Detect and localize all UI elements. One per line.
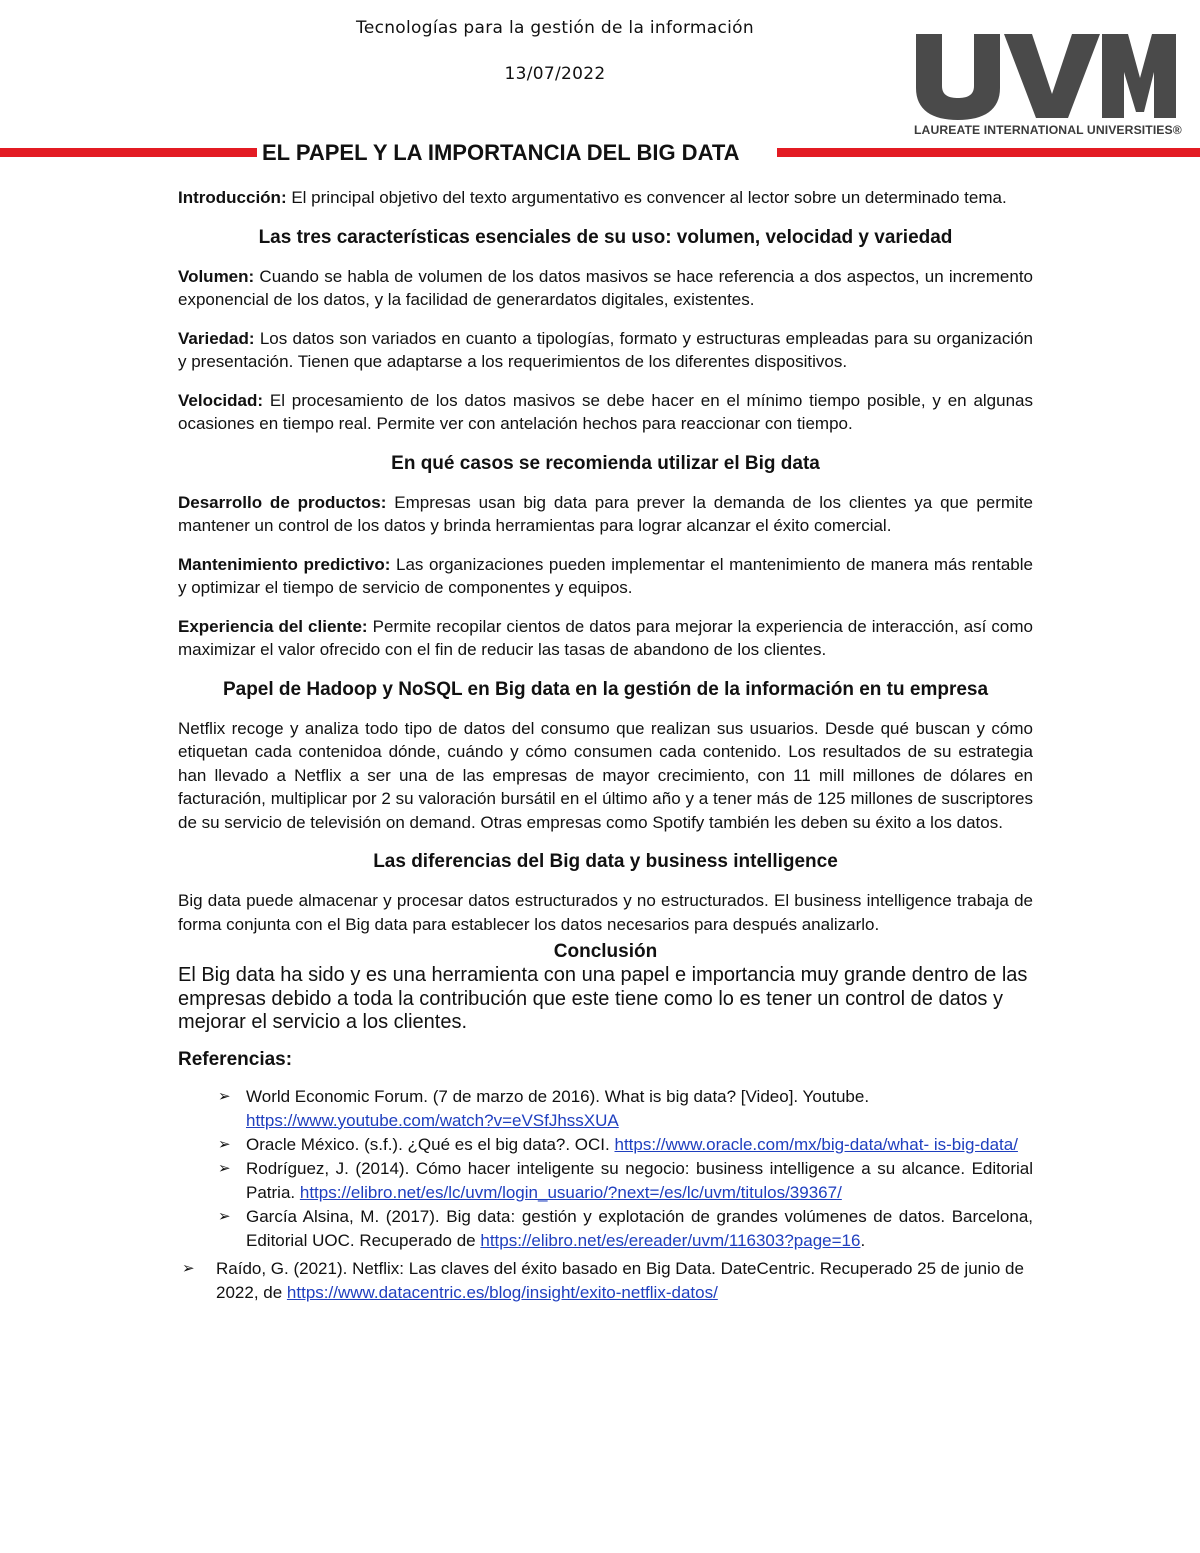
- label-variedad: Variedad:: [178, 328, 255, 348]
- arrow-bullet-icon: ➢: [218, 1159, 231, 1177]
- paragraph-volumen: [178, 265, 1033, 312]
- arrow-bullet-icon: ➢: [218, 1207, 231, 1225]
- reference-text: Raído, G. (2021). Netflix: Las claves del éxito basado en Big Data. DateCentric. Recuperado 25 de junio de 2022, de: [216, 1258, 1024, 1302]
- reference-item: [178, 1133, 1033, 1157]
- intro-text: El principal objetivo del texto argumentativo es convencer al lector sobre un determinado tema.: [286, 188, 1007, 207]
- title-bar-right: [777, 148, 1200, 157]
- intro-label: Introducción:: [178, 188, 287, 207]
- paragraph-conclusion: El Big data ha sido y es una herramienta con una papel e importancia muy grande dentro de las empresas debido a toda la contribución que este tiene como lo es tener un control de datos y mejorar el servicio a los clientes.: [178, 964, 1028, 1033]
- uvm-logo: [914, 32, 1182, 142]
- section-heading-conclusion: Conclusión: [553, 941, 658, 962]
- reference-link[interactable]: https://www.oracle.com/mx/big-data/what- is-big-data/: [614, 1134, 1018, 1154]
- text-volumen: Cuando se habla de volumen de los datos masivos se hace referencia a dos aspectos, un incremento exponencial de los datos, y la facilidad de generardatos digitales, existentes.: [178, 266, 1033, 309]
- arrow-bullet-icon: ➢: [218, 1135, 231, 1153]
- reference-link[interactable]: https://www.datacentric.es/blog/insight/exito-netflix-datos/: [286, 1282, 718, 1302]
- logo-subtitle: LAUREATE INTERNATIONAL UNIVERSITIES®: [914, 123, 1182, 137]
- reference-link[interactable]: https://elibro.net/es/lc/uvm/login_usuario/?next=/es/lc/uvm/titulos/39367/: [299, 1182, 842, 1202]
- reference-link[interactable]: https://www.youtube.com/watch?v=eVSfJhssXUA: [246, 1110, 619, 1130]
- reference-text: World Economic Forum. (7 de marzo de 2016). What is big data? [Video]. Youtube.: [246, 1086, 870, 1106]
- paragraph-experiencia: [178, 615, 1033, 662]
- section-heading-hadoop: Papel de Hadoop y NoSQL en Big data en la gestión de la información en tu empresa: [222, 678, 989, 700]
- section-heading-characteristics: Las tres características esenciales de su uso: volumen, velocidad y variedad: [258, 226, 953, 248]
- paragraph-velocidad: [178, 389, 1033, 436]
- page-title: EL PAPEL Y LA IMPORTANCIA DEL BIG DATA: [262, 140, 740, 165]
- title-bar-left: [0, 148, 257, 157]
- section-heading-differences: Las diferencias del Big data y business intelligence: [373, 851, 838, 872]
- reference-item: [158, 1257, 1033, 1305]
- paragraph-desarrollo: [178, 491, 1033, 538]
- label-velocidad: Velocidad:: [178, 390, 264, 410]
- paragraph-mantenimiento: [178, 553, 1033, 600]
- label-desarrollo: Desarrollo de productos:: [178, 492, 387, 512]
- paragraph-netflix: Netflix recoge y analiza todo tipo de datos del consumo que realizan sus usuarios. Desde qué buscan y cómo etiquetan cada contenidoa dónde, cuándo y cómo consumen cada contenido. Los resultados de su estrategia han llevado a Netflix a ser una de las empresas de mayor crecimiento, con 11 mill millones de dólares en facturación, multiplicar por 2 su valoración bursátil en el último año y a tener más de 125 millones de suscriptores de su servicio de televisión on demand. Otras empresas como Spotify también les deben su éxito a los datos.: [178, 718, 1033, 832]
- label-volumen: Volumen:: [178, 266, 255, 286]
- paragraph-differences: Big data puede almacenar y procesar datos estructurados y no estructurados. El business intelligence trabaja de forma conjunta con el Big data para establecer los datos necesarios para después analizarlo.: [178, 891, 1033, 934]
- document-body: [178, 186, 1033, 1305]
- reference-link[interactable]: https://elibro.net/es/ereader/uvm/116303?page=16: [480, 1230, 861, 1250]
- reference-item: [178, 1085, 1033, 1133]
- document-date: 13/07/2022: [504, 64, 606, 84]
- uvm-logo-mark: [914, 32, 1176, 120]
- reference-text: García Alsina, M. (2017). Big data: gestión y explotación de grandes volúmenes de datos. Barcelona, Editorial UOC. Recuperado de: [246, 1206, 1033, 1250]
- arrow-bullet-icon: ➢: [182, 1259, 195, 1277]
- references-heading: Referencias:: [178, 1048, 293, 1070]
- reference-item: [178, 1205, 1033, 1253]
- reference-suffix: .: [860, 1230, 866, 1250]
- paragraph-variedad: [178, 327, 1033, 374]
- text-velocidad: El procesamiento de los datos masivos se debe hacer en el mínimo tiempo posible, y en algunas ocasiones en tiempo real. Permite ver con antelación hechos para reaccionar con tiempo.: [178, 390, 1033, 433]
- course-name: Tecnologías para la gestión de la información: [356, 18, 754, 38]
- reference-text: Oracle México. (s.f.). ¿Qué es el big data?. OCI.: [246, 1134, 610, 1154]
- arrow-bullet-icon: ➢: [218, 1087, 231, 1105]
- label-mantenimiento: Mantenimiento predictivo:: [178, 554, 391, 574]
- text-variedad: Los datos son variados en cuanto a tipologías, formato y estructuras empleadas para su organización y presentación. Tienen que adaptarse a los requerimientos de los diferentes dispositivos.: [178, 328, 1033, 371]
- intro-paragraph: [178, 186, 1033, 210]
- reference-text: Rodríguez, J. (2014). Cómo hacer inteligente su negocio: business intelligence a su alcance. Editorial Patria.: [246, 1158, 1033, 1202]
- reference-item: [178, 1157, 1033, 1205]
- text-experiencia: Permite recopilar cientos de datos para mejorar la experiencia de interacción, así como maximizar el valor ofrecido con el fin de reducir las tasas de abandono de los clientes.: [178, 616, 1033, 659]
- references-list: [178, 1085, 1033, 1305]
- text-desarrollo: Empresas usan big data para prever la demanda de los clientes ya que permite mantener un control de los datos y brinda herramientas para lograr alcanzar el éxito comercial.: [178, 492, 1034, 535]
- section-heading-use-cases: En qué casos se recomienda utilizar el Big data: [391, 452, 820, 474]
- label-experiencia: Experiencia del cliente:: [178, 616, 368, 636]
- text-mantenimiento: Las organizaciones pueden implementar el mantenimiento de manera más rentable y optimizar el tiempo de servicio de componentes y equipos.: [178, 554, 1033, 597]
